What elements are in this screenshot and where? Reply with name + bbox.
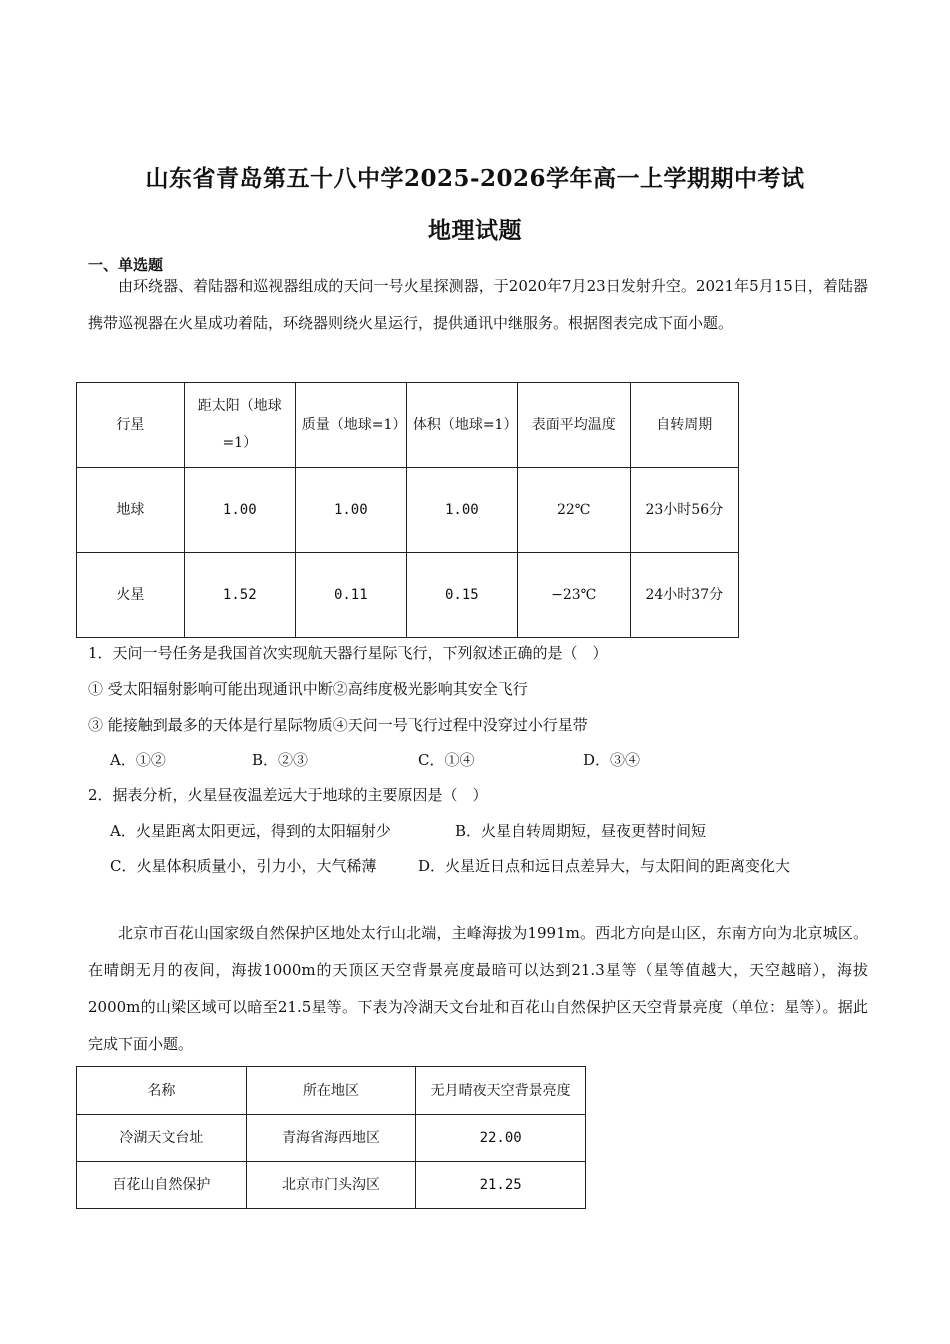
table-row: [77, 468, 739, 553]
table-cell: 22℃: [517, 468, 630, 553]
table-cell: 21.25: [416, 1162, 586, 1209]
table-cell: 23小时56分: [630, 468, 738, 553]
title-line-2: 地理试题: [428, 217, 522, 244]
table-header-row: [77, 1067, 586, 1115]
question-1-option-b[interactable]: B．②③: [252, 751, 309, 769]
header-cell: 自转周期: [630, 383, 738, 468]
table-cell: 地球: [77, 468, 185, 553]
question-2-option-c[interactable]: C．火星体积质量小，引力小，大气稀薄: [110, 857, 377, 875]
question-1-option-a[interactable]: A．①②: [110, 751, 166, 769]
question-2-stem: 2．据表分析，火星昼夜温差远大于地球的主要原因是（ ）: [88, 786, 488, 804]
question-1-stem: 1．天问一号任务是我国首次实现航天器行星际飞行，下列叙述正确的是（ ）: [88, 644, 608, 662]
table-cell: 青海省海西地区: [246, 1115, 416, 1162]
table-cell: 百花山自然保护: [77, 1162, 247, 1209]
question-1-statement-b: ③ 能接触到最多的天体是行星际物质④天问一号飞行过程中没穿过小行星带: [88, 716, 588, 734]
table-cell: 22.00: [416, 1115, 586, 1162]
question-1-option-d[interactable]: D．③④: [583, 751, 641, 769]
table-header-row: [77, 383, 739, 468]
header-cell: 无月晴夜天空背景亮度: [416, 1067, 586, 1115]
header-cell: 行星: [77, 383, 185, 468]
title-line-1: 山东省青岛第五十八中学2025-2026学年高一上学期期中考试: [145, 165, 805, 192]
table-cell: 1.00: [184, 468, 295, 553]
table-cell: 24小时37分: [630, 553, 738, 638]
table-cell: 1.52: [184, 553, 295, 638]
header-cell: 表面平均温度: [517, 383, 630, 468]
question-1-statement-a: ① 受太阳辐射影响可能出现通讯中断②高纬度极光影响其安全飞行: [88, 680, 528, 698]
sky-brightness-table: [76, 1066, 586, 1209]
header-cell: 距太阳（地球=1）: [184, 383, 295, 468]
question-2-option-b[interactable]: B．火星自转周期短，昼夜更替时间短: [455, 822, 707, 840]
header-cell: 名称: [77, 1067, 247, 1115]
table-cell: 火星: [77, 553, 185, 638]
section-heading: 一、单选题: [88, 256, 164, 274]
header-cell: 质量（地球=1）: [295, 383, 406, 468]
table-cell: 0.15: [406, 553, 517, 638]
table-cell: 1.00: [406, 468, 517, 553]
table-row: [77, 553, 739, 638]
question-1-option-c[interactable]: C．①④: [418, 751, 475, 769]
passage-1: 由环绕器、着陆器和巡视器组成的天问一号火星探测器，于2020年7月23日发射升空。2021年5月15日，着陆器携带巡视器在火星成功着陆，环绕器则绕火星运行，提供通讯中继服务。根据图表完成下面小题。: [88, 277, 868, 332]
table-cell: 0.11: [295, 553, 406, 638]
header-cell: 所在地区: [246, 1067, 416, 1115]
planet-table: [76, 382, 739, 638]
table-row: [77, 1162, 586, 1209]
table-cell: 冷湖天文台址: [77, 1115, 247, 1162]
header-cell: 体积（地球=1）: [406, 383, 517, 468]
table-cell: 1.00: [295, 468, 406, 553]
table-cell: 北京市门头沟区: [246, 1162, 416, 1209]
question-2-option-a[interactable]: A．火星距离太阳更远，得到的太阳辐射少: [110, 822, 391, 840]
table-row: [77, 1115, 586, 1162]
passage-2: 北京市百花山国家级自然保护区地处太行山北端，主峰海拔为1991m。西北方向是山区，东南方向为北京城区。在晴朗无月的夜间，海拔1000m的天顶区天空背景亮度最暗可以达到21.3星等（星等值越大，天空越暗），海拔2000m的山梁区域可以暗至21.5星等。下表为冷湖天文台址和百花山自然保护区天空背景亮度（单位：星等）。据此完成下面小题。: [88, 924, 868, 1053]
table-cell: −23℃: [517, 553, 630, 638]
question-2-option-d[interactable]: D．火星近日点和远日点差异大，与太阳间的距离变化大: [418, 857, 791, 875]
